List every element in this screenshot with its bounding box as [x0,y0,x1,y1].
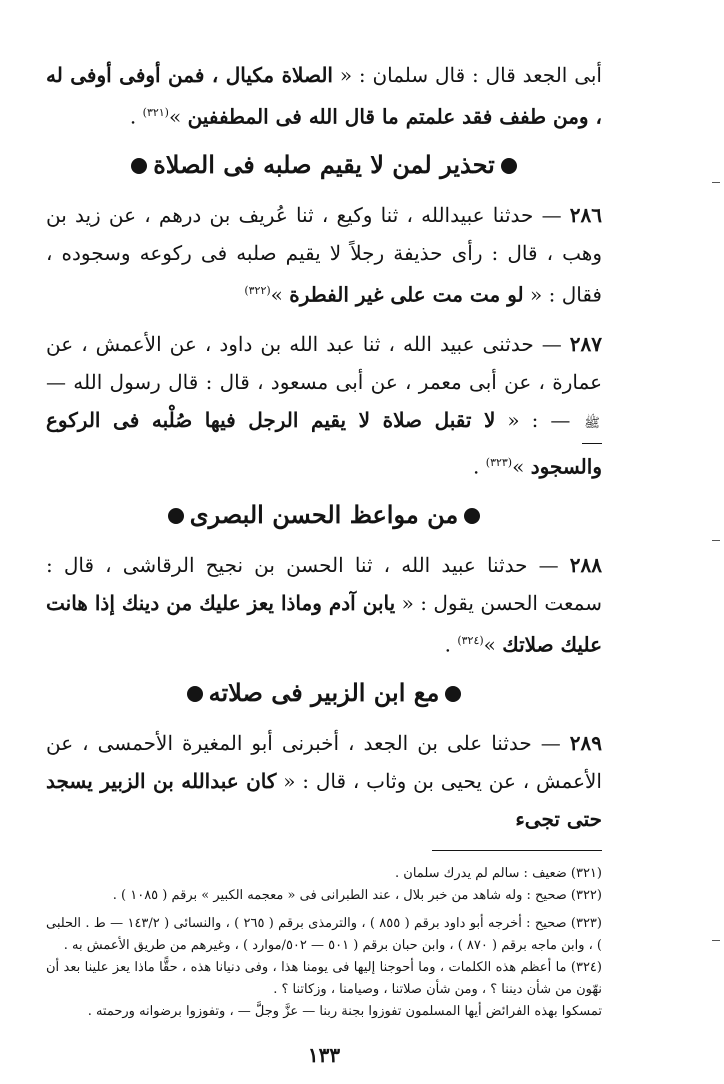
hadith-end: . [444,632,458,657]
quote-close: » [270,282,290,307]
scan-edge-mark [712,182,720,183]
section-heading-1 [46,150,602,180]
scan-edge-mark [712,540,720,541]
section-heading-4 [46,678,602,708]
bullet-icon [187,686,203,702]
footnote-ref-323[interactable]: (٣٢٣) [485,456,513,470]
hadith-number: ٢٨٩ [569,730,602,755]
hadith-end: . [473,454,486,479]
hadith-text: — حدثنى عبيد الله ، ثنا عبد الله بن داود ، عن الأعمش ، عن عمارة ، عن أبى معمر ، عن أبى مسعود ، قال : قال رسول الله — [46,332,602,395]
bullet-icon [445,686,461,702]
hadith-quote: يابن آدم وماذا يعز عليك من دينك إذا هانت عليك صلاتك [46,590,602,657]
page-number: ١٣٣ [307,1042,341,1067]
footnotes [46,863,602,1023]
hadith-quote: لو مت مت على غير الفطرة [289,282,524,307]
salawat-glyph: ﷺ [582,405,602,444]
hadith-287 [46,325,602,486]
bullet-icon [464,508,480,524]
intro-quote: الصلاة مكيال ، فمن أوفى أوفى له ، ومن طفف فقد علمتم ما قال الله فى المطففين [46,63,602,129]
hadith-text-cont: — : « [495,408,583,433]
book-page [46,56,602,1066]
footnote-323: (٣٢٣) صحيح : أخرجه أبو داود برقم ( ٨٥٥ ) ، والترمذى برقم ( ٢٦٥ ) ، والنسائى ( ١٤٣/٢ — ط . الحلبى ) ، وابن ماجه برقم ( ٨٧٠ ) ، وابن حبان برقم ( ٥٠١ — ٥٠٢/موارد ) ، وغيرهم من طريق الأعمش به . [46,915,602,953]
quote-close: » [483,632,503,657]
hadith-text: — حدثنا عبيد الله ، ثنا الحسن بن نجيح الرقاشى ، قال : سمعت الحسن يقول : « [46,552,602,615]
bullet-icon [131,158,147,174]
scan-edge-mark [712,940,720,941]
footnote-324: (٣٢٤) ما أعظم هذه الكلمات ، وما أحوجنا إليها فى يومنا هذا ، وفى دنيانا هذه ، حقًّا ماذا يعز علينا بعد أن نهّون من شأن ديننا ؟ ، ومن شأن صلاتنا ، وصيامنا ، وزكاتنا ؟ . [46,959,602,997]
section-title: تحذير لمن لا يقيم صلبه فى الصلاة [153,149,495,179]
hadith-text: — حدثنا على بن الجعد ، أخبرنى أبو المغيرة الأحمسى ، عن الأعمش ، عن يحيى بن وثاب ، قال : « [46,730,602,793]
intro-text: أبى الجعد قال : قال سلمان : « [332,63,602,87]
footnote-ref-321[interactable]: (٣٢١) [142,106,169,119]
quote-close: » [512,454,531,479]
hadith-number: ٢٨٦ [569,202,602,227]
intro-paragraph [46,56,602,136]
hadith-number: ٢٨٨ [569,552,602,577]
section-title: من مواعظ الحسن البصرى [189,499,459,529]
footnote-324-cont: تمسكوا بهذه الفرائض أيها المسلمون تفوزوا بجنة ربنا — عزَّ وجلَّ — ، وتفوزوا برضوانه ورحمته . [87,1003,602,1019]
section-title: مع ابن الزبير فى صلاته [208,677,440,707]
hadith-quote: كان عبدالله بن الزبير يسجد حتى تجىء [46,768,602,831]
spacer [46,313,602,325]
hadith-quote: لا تقبل صلاة لا يقيم الرجل فيها صُلْبه فى الركوع والسجود [46,408,602,479]
intro-end: . [129,104,143,129]
hadith-text: — حدثنا عبيدالله ، ثنا وكيع ، ثنا عُريف بن درهم ، عن زيد بن وهب ، قال : رأى حذيفة رجلاً لا يقيم صلبه فى ركوعه وسجوده ، فقال : « [46,202,602,307]
quote-close: » [168,104,188,129]
footnote-322: (٣٢٢) صحيح : وله شاهد من خبر بلال ، عند الطبرانى فى « معجمه الكبير » برقم ( ١٠٨٥ ) . [112,887,602,903]
bullet-icon [501,158,517,174]
footnote-321: (٣٢١) ضعيف : سالم لم يدرك سلمان . [395,865,602,881]
bullet-icon [168,508,184,524]
hadith-286 [46,196,602,314]
footnote-divider [432,850,602,851]
footnote-ref-324[interactable]: (٣٢٤) [457,633,484,647]
footnote-ref-322[interactable]: (٣٢٢) [244,283,271,297]
section-heading-3 [46,500,602,530]
hadith-288 [46,546,602,664]
hadith-number: ٢٨٧ [569,332,602,357]
hadith-289 [46,724,602,838]
